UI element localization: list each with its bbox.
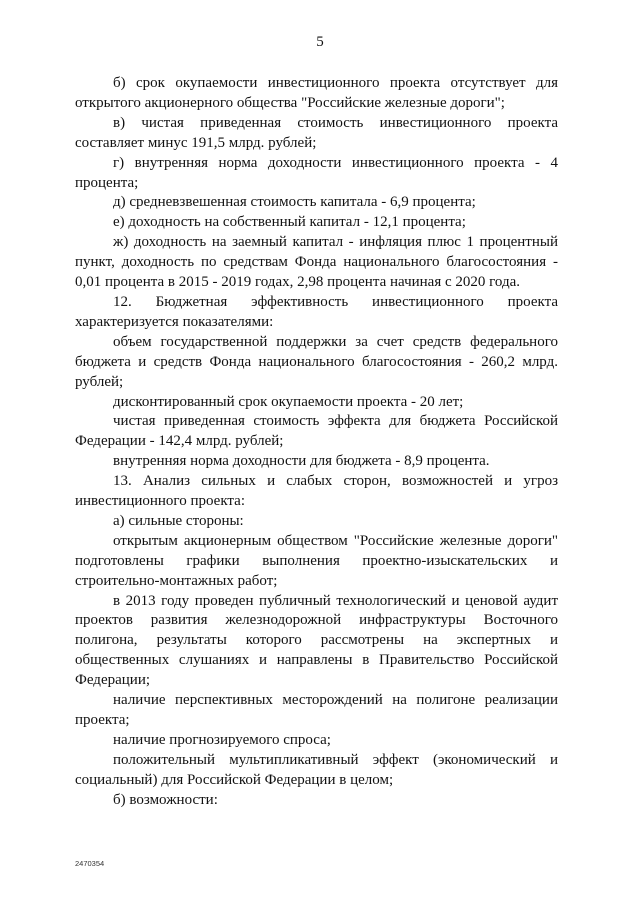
- paragraph: наличие прогнозируемого спроса;: [113, 731, 331, 748]
- paragraph: дисконтированный срок окупаемости проекта - 20 лет;: [113, 393, 464, 410]
- document-code: 2470354: [75, 859, 105, 868]
- paragraph: наличие перспективных месторождений на полигоне реализации проекта;: [75, 692, 558, 728]
- document-body: [75, 74, 558, 811]
- paragraph: объем государственной поддержки за счет средств федерального бюджета и средств Фонда национального благосостояния - 260,2 млрд. рублей;: [75, 333, 558, 390]
- paragraph: в 2013 году проведен публичный технологический и ценовой аудит проектов развития железнодорожной инфраструктуры Восточного полигона, результаты которого рассмотрены на экспертных и общественных слушаниях и направлены в Правительство Российской Федерации;: [75, 592, 558, 689]
- paragraph: д) средневзвешенная стоимость капитала - 6,9 процента;: [113, 194, 476, 211]
- paragraph: а) сильные стороны:: [113, 512, 244, 529]
- paragraph: г) внутренняя норма доходности инвестиционного проекта - 4 процента;: [75, 154, 558, 191]
- paragraph: ж) доходность на заемный капитал - инфляция плюс 1 процентный пункт, доходность по средствам Фонда национального благосостояния - 0,01 процента в 2015 - 2019 годах, 2,98 процента начиная с 2020 года.: [75, 234, 558, 291]
- paragraph: чистая приведенная стоимость эффекта для бюджета Российской Федерации - 142,4 млрд. рублей;: [75, 413, 558, 450]
- paragraph: е) доходность на собственный капитал - 12,1 процента;: [113, 214, 466, 231]
- paragraph: положительный мультипликативный эффект (экономический и социальный) для Российской Федерации в целом;: [75, 751, 558, 788]
- paragraph: открытым акционерным обществом "Российские железные дороги" подготовлены графики выполнения проектно-изыскательских и строительно-монтажных работ;: [75, 532, 558, 589]
- paragraph: внутренняя норма доходности для бюджета - 8,9 процента.: [113, 453, 490, 470]
- page-number: 5: [316, 34, 324, 50]
- paragraph: 12. Бюджетная эффективность инвестиционного проекта характеризуется показателями:: [75, 293, 558, 330]
- paragraph: 13. Анализ сильных и слабых сторон, возможностей и угроз инвестиционного проекта:: [75, 473, 558, 510]
- paragraph: б) срок окупаемости инвестиционного проекта отсутствует для открытого акционерного общества "Российские железные дороги";: [75, 75, 558, 111]
- paragraph: в) чистая приведенная стоимость инвестиционного проекта составляет минус 191,5 млрд. рублей;: [75, 114, 558, 151]
- paragraph: б) возможности:: [113, 791, 218, 808]
